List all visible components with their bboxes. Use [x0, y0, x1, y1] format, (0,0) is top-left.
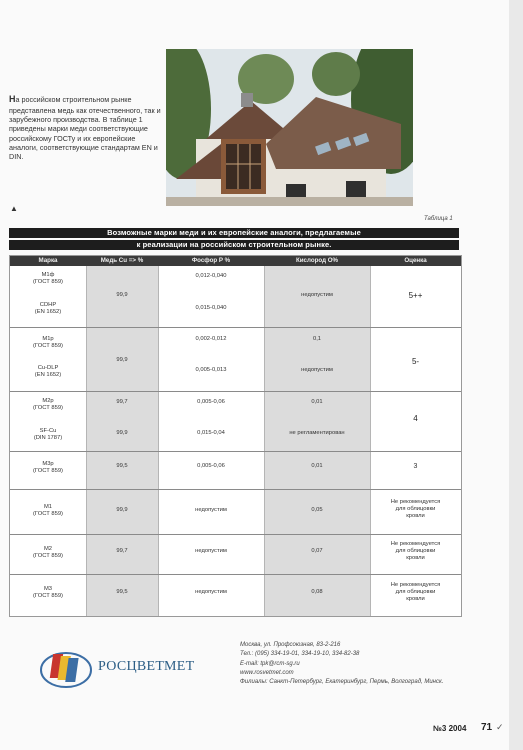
- phosphorus-value: недопустим: [195, 589, 227, 595]
- oxygen-value: недопустим: [301, 367, 333, 373]
- column-divider: [158, 266, 159, 616]
- column-divider: [264, 266, 265, 616]
- email-line: E-mail: tpk@rcm-sg.ru: [240, 660, 300, 667]
- oxygen-value: 0,01: [311, 399, 323, 405]
- phosphorus-value: недопустим: [195, 548, 227, 554]
- column-divider: [370, 266, 371, 616]
- copper-value: 99,9: [116, 292, 128, 298]
- grade-standard: (ГОСТ 859): [32, 468, 63, 475]
- grade-name: М1ф: [41, 272, 55, 278]
- grade-standard: (ГОСТ 859): [32, 511, 63, 518]
- grade-name: М2: [43, 546, 53, 552]
- rating-value: Не рекомендуется для облицовки кровли: [390, 541, 441, 562]
- grade-standard: (EN 1652): [34, 309, 62, 316]
- intro-dropcap: Н: [9, 94, 16, 104]
- rating-value: 4: [413, 414, 418, 423]
- grade-standard: (ГОСТ 859): [32, 279, 63, 286]
- grade-standard: (DIN 1787): [33, 435, 63, 442]
- rating-value: 3: [413, 463, 418, 470]
- column-divider: [86, 266, 87, 616]
- contact-block: [240, 641, 443, 687]
- company-logo-icon: [40, 648, 92, 688]
- grade-name: Cu-DLP: [37, 365, 59, 371]
- page-edge: [509, 0, 523, 750]
- phone-line: Тел.: (095) 334-19-01, 334-19-10, 334-82-38: [240, 651, 360, 658]
- copper-value: 99,5: [116, 589, 128, 595]
- grade-standard: (ГОСТ 859): [32, 553, 63, 560]
- grade-cell: [10, 302, 86, 316]
- phosphorus-value: недопустим: [195, 507, 227, 513]
- copper-value: 99,5: [116, 463, 128, 469]
- house-illustration: [166, 49, 413, 206]
- header-phosphorus: Фосфор P %: [191, 257, 231, 264]
- row-divider: [10, 391, 461, 392]
- grade-cell: [10, 398, 86, 412]
- copper-value: 99,9: [116, 357, 128, 363]
- copper-value: 99,9: [116, 430, 128, 436]
- grade-cell: [10, 365, 86, 379]
- grade-standard: (ГОСТ 859): [32, 593, 63, 600]
- grade-name: М3: [43, 586, 53, 592]
- oxygen-value: 0,08: [311, 589, 323, 595]
- table-title-line1: Возможные марки меди и их европейские аналоги, предлагаемые: [9, 228, 459, 238]
- grade-cell: [10, 272, 86, 286]
- phosphorus-value: 0,005-0,013: [195, 367, 227, 373]
- rating-value: 5++: [408, 291, 423, 300]
- header-copper: Медь Cu => %: [100, 257, 144, 264]
- header-oxygen: Кислород O%: [295, 257, 339, 264]
- grade-standard: (EN 1652): [34, 372, 62, 379]
- table-header: [10, 256, 461, 266]
- grade-name: CDHP: [39, 302, 57, 308]
- phosphorus-value: 0,012-0,040: [195, 273, 227, 279]
- phosphorus-value: 0,015-0,04: [197, 430, 225, 436]
- grade-name: SF-Cu: [39, 428, 57, 434]
- grade-standard: (ГОСТ 859): [32, 343, 63, 350]
- table-title-line2: к реализации на российском строительном рынке.: [9, 240, 459, 250]
- grade-name: М3р: [42, 461, 54, 467]
- rating-value: Не рекомендуется для облицовки кровли: [390, 499, 441, 520]
- intro-paragraph: [9, 94, 161, 162]
- intro-text: а российском строительном рынке представлена медь как отечественного, так и зарубежного производства. В таблице 1 приведены марки меди соответствующие российскому ГОСТу и их европейские аналоги, соответствующие стандартам EN и DIN.: [9, 95, 161, 162]
- phosphorus-value: 0,005-0,06: [197, 463, 225, 469]
- grade-cell: [10, 336, 86, 350]
- house-photo: [166, 49, 413, 206]
- triangle-marker-icon: ▲: [10, 204, 18, 213]
- website-line: www.rosvetmet.com: [240, 669, 294, 676]
- row-divider: [10, 451, 461, 452]
- page-number: 71: [481, 722, 493, 733]
- grade-standard: (ГОСТ 859): [32, 405, 63, 412]
- copper-value: 99,7: [116, 548, 128, 554]
- oxygen-value: не регламентирован: [289, 430, 345, 436]
- grade-cell: [10, 461, 86, 475]
- phosphorus-value: 0,002-0,012: [195, 336, 227, 342]
- grade-cell: [10, 586, 86, 600]
- oxygen-value: 0,01: [311, 463, 323, 469]
- issue-number: №3 2004: [433, 724, 467, 733]
- header-rating: Оценка: [404, 257, 427, 264]
- copper-value: 99,9: [116, 507, 128, 513]
- header-grade: Марка: [38, 257, 58, 264]
- row-divider: [10, 489, 461, 490]
- grade-name: М1: [43, 504, 53, 510]
- oxygen-value: 0,05: [311, 507, 323, 513]
- rating-value: Не рекомендуется для облицовки кровли: [390, 582, 441, 603]
- copper-value: 99,7: [116, 399, 128, 405]
- grade-cell: [10, 504, 86, 518]
- grade-cell: [10, 428, 86, 442]
- copper-grades-table: [9, 255, 462, 617]
- oxygen-value: 0,07: [311, 548, 323, 554]
- brand-name: РОСЦВЕТМЕТ: [98, 659, 195, 674]
- phosphorus-value: 0,015-0,040: [195, 305, 227, 311]
- grade-name: М2р: [42, 398, 54, 404]
- phosphorus-value: 0,005-0,06: [197, 399, 225, 405]
- checkmark-icon: ✓: [496, 722, 504, 732]
- row-divider: [10, 327, 461, 328]
- branches-line: Филиалы: Санкт-Петербург, Екатеринбург, Пермь, Волгоград, Минск.: [240, 679, 444, 686]
- rating-value: 5-: [411, 357, 420, 366]
- table-number: Таблица 1: [424, 216, 453, 222]
- grade-cell: [10, 546, 86, 560]
- address-line: Москва, ул. Профсоюзная, 83-2-216: [240, 642, 341, 648]
- grade-name: М1р: [42, 336, 54, 342]
- oxygen-value: 0,1: [312, 336, 322, 342]
- oxygen-value: недопустим: [301, 292, 333, 298]
- row-divider: [10, 574, 461, 575]
- row-divider: [10, 534, 461, 535]
